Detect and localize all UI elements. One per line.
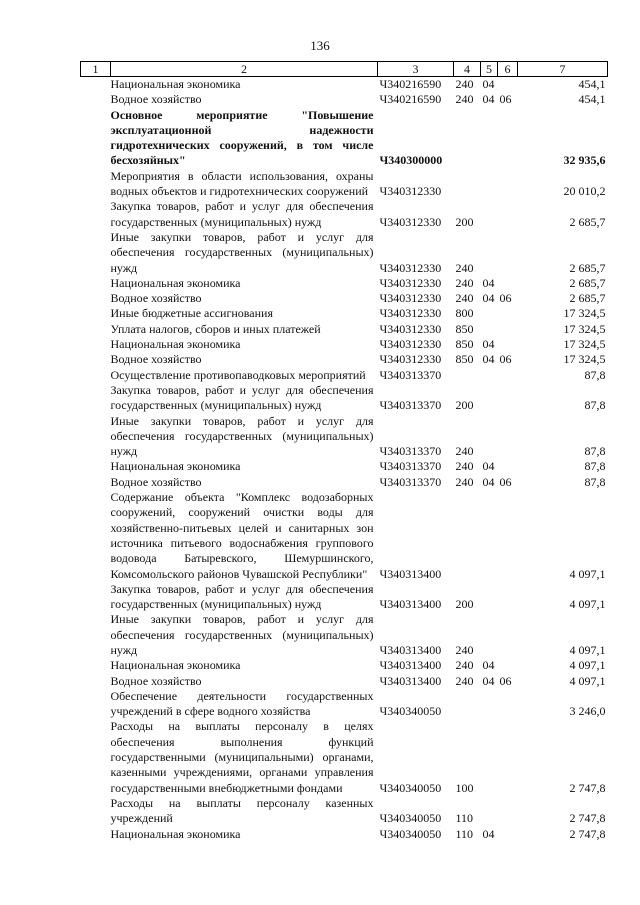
row-rz — [481, 169, 498, 200]
row-code: Ч340340050 — [379, 811, 442, 826]
column-header: 5 — [481, 62, 498, 77]
row-name: Национальная экономика — [110, 658, 241, 673]
row-vr — [454, 689, 481, 720]
blank-cell — [81, 108, 111, 169]
table-row — [81, 352, 608, 367]
row-pr — [498, 459, 518, 474]
row-pr — [498, 199, 518, 230]
row-name: Закупка товаров, работ и услуг для обеспечения государственных (муниципальных) нужд — [110, 382, 374, 413]
row-sum: 87,8 — [584, 474, 606, 489]
row-name: Национальная экономика — [110, 826, 241, 841]
row-name: Содержание объекта "Комплекс водозаборных сооружений, сооружений очистки воды для хозяйственно-питьевых целей и санитарных зон источника питьевого водоснабжения группового водовода Батыревского, Шемуршинского, Комсомольского районов Чувашской Республики" — [110, 490, 374, 581]
row-vr: 110 — [455, 811, 474, 826]
row-pr — [498, 719, 518, 795]
row-name: Расходы на выплаты персоналу казенных учреждений — [110, 795, 374, 826]
row-code: Ч340300000 — [379, 153, 443, 168]
row-pr — [498, 322, 518, 337]
row-code: Ч340312330 — [379, 306, 442, 321]
row-vr: 240 — [455, 275, 474, 290]
row-vr — [454, 490, 481, 582]
row-code: Ч340340050 — [379, 704, 442, 719]
row-sum: 17 324,5 — [563, 321, 606, 336]
row-code: Ч340312330 — [379, 275, 442, 290]
row-pr — [498, 582, 518, 613]
row-code: Ч340313400 — [379, 597, 442, 612]
row-sum: 4 097,1 — [569, 566, 606, 581]
row-rz — [481, 230, 498, 276]
row-rz — [481, 582, 498, 613]
row-name: Иные бюджетные ассигнования — [110, 306, 273, 321]
row-name: Иные закупки товаров, работ и услуг для обеспечения государственных (муниципальных) нужд — [110, 612, 374, 657]
row-code: Ч340216590 — [379, 92, 442, 107]
blank-cell — [81, 291, 111, 306]
blank-cell — [81, 719, 111, 795]
budget-table — [80, 61, 608, 842]
row-sum: 2 747,8 — [569, 780, 606, 795]
table-row — [81, 414, 608, 460]
row-rz: 04 — [482, 337, 495, 352]
row-rz — [481, 414, 498, 460]
row-pr — [498, 490, 518, 582]
row-name: Водное хозяйство — [110, 291, 202, 306]
row-vr — [454, 368, 481, 383]
row-sum: 17 324,5 — [563, 337, 606, 352]
blank-cell — [81, 658, 111, 673]
row-pr — [498, 77, 518, 93]
row-code: Ч340313400 — [379, 566, 442, 581]
row-sum: 2 685,7 — [569, 260, 606, 275]
row-pr — [498, 414, 518, 460]
table-row — [81, 368, 608, 383]
row-pr — [498, 230, 518, 276]
row-name: Уплата налогов, сборов и иных платежей — [110, 321, 321, 336]
row-sum: 454,1 — [578, 92, 606, 107]
row-rz — [481, 719, 498, 795]
row-vr: 850 — [455, 337, 474, 352]
row-vr: 240 — [455, 92, 474, 107]
table-row — [81, 337, 608, 352]
row-sum: 32 935,6 — [563, 153, 606, 168]
table-row — [81, 306, 608, 321]
row-sum: 2 747,8 — [569, 811, 606, 826]
table-row — [81, 169, 608, 200]
row-rz — [481, 306, 498, 321]
row-code: Ч340313370 — [379, 367, 442, 382]
row-name: Водное хозяйство — [110, 352, 202, 367]
row-rz: 04 — [482, 275, 495, 290]
row-vr: 240 — [455, 673, 474, 688]
row-vr: 850 — [455, 321, 474, 336]
table-row — [81, 322, 608, 337]
row-rz — [481, 612, 498, 658]
row-vr: 240 — [455, 291, 474, 306]
blank-cell — [81, 352, 111, 367]
row-rz: 04 — [482, 474, 495, 489]
row-rz — [481, 796, 498, 827]
row-rz — [481, 199, 498, 230]
row-sum: 87,8 — [584, 398, 606, 413]
row-rz — [481, 368, 498, 383]
column-header: 4 — [454, 62, 481, 77]
row-code: Ч340313400 — [379, 673, 442, 688]
row-sum: 2 685,7 — [569, 275, 606, 290]
row-rz: 04 — [482, 673, 495, 688]
row-name: Мероприятия в области использования, охраны водных объектов и гидротехнических сооружений — [110, 168, 374, 199]
table-row — [81, 92, 608, 107]
row-name: Осуществление противопаводковых мероприятий — [110, 367, 366, 382]
row-rz — [481, 108, 498, 169]
blank-cell — [81, 169, 111, 200]
row-sum: 17 324,5 — [563, 352, 606, 367]
row-vr: 100 — [455, 780, 474, 795]
table-row — [81, 230, 608, 276]
table-row — [81, 77, 608, 93]
page-number: 136 — [310, 38, 330, 53]
row-name: Закупка товаров, работ и услуг для обеспечения государственных (муниципальных) нужд — [110, 581, 374, 612]
row-name: Иные закупки товаров, работ и услуг для обеспечения государственных (муниципальных) нужд — [110, 413, 374, 459]
row-code: Ч340312330 — [379, 321, 442, 336]
row-name: Национальная экономика — [110, 337, 241, 352]
row-rz — [481, 322, 498, 337]
row-vr: 240 — [455, 459, 474, 474]
column-header: 3 — [378, 62, 454, 77]
blank-cell — [81, 674, 111, 689]
row-code: Ч340216590 — [379, 77, 442, 91]
row-name: Национальная экономика — [110, 275, 241, 290]
blank-cell — [81, 92, 111, 107]
row-vr: 850 — [455, 352, 474, 367]
row-sum: 2 685,7 — [569, 291, 606, 306]
blank-cell — [81, 383, 111, 414]
blank-cell — [81, 199, 111, 230]
row-name: Расходы на выплаты персоналу в целях обеспечения выполнения функций государственными (муниципальными) органами, казенными учреждениями, органами управления государственными внебюджетными фондами — [110, 719, 374, 795]
blank-cell — [81, 337, 111, 352]
row-sum: 87,8 — [584, 367, 606, 382]
row-name: Водное хозяйство — [110, 673, 202, 688]
column-header: 6 — [498, 62, 518, 77]
row-code: Ч340340050 — [379, 780, 442, 795]
table-row — [81, 582, 608, 613]
row-vr: 240 — [455, 444, 474, 459]
row-rz — [481, 490, 498, 582]
row-code: Ч340313400 — [379, 642, 442, 657]
row-sum: 17 324,5 — [563, 306, 606, 321]
row-rz: 04 — [482, 658, 495, 673]
table-row — [81, 827, 608, 842]
row-vr: 240 — [455, 642, 474, 657]
row-name: Закупка товаров, работ и услуг для обеспечения государственных (муниципальных) нужд — [110, 199, 374, 229]
row-pr — [498, 612, 518, 658]
row-sum: 87,8 — [584, 444, 606, 459]
row-vr: 200 — [455, 597, 474, 612]
row-sum: 87,8 — [584, 459, 606, 474]
table-row — [81, 383, 608, 414]
table-row — [81, 612, 608, 658]
row-sum: 20 010,2 — [563, 184, 606, 199]
row-pr: 06 — [499, 352, 512, 367]
table-row — [81, 459, 608, 474]
row-pr: 06 — [499, 291, 512, 306]
row-pr — [498, 276, 518, 291]
blank-cell — [81, 582, 111, 613]
row-pr — [498, 169, 518, 200]
row-pr — [498, 108, 518, 169]
row-vr: 240 — [455, 474, 474, 489]
row-vr — [454, 108, 481, 169]
row-code: Ч340313370 — [379, 459, 442, 474]
row-pr — [498, 337, 518, 352]
blank-cell — [81, 230, 111, 276]
row-vr — [454, 169, 481, 200]
blank-cell — [81, 414, 111, 460]
blank-cell — [81, 322, 111, 337]
row-code: Ч340313370 — [379, 474, 442, 489]
blank-cell — [81, 475, 111, 490]
row-rz: 04 — [482, 92, 495, 107]
column-header: 1 — [81, 62, 111, 77]
row-vr: 200 — [455, 214, 474, 229]
blank-cell — [81, 827, 111, 842]
row-name: Национальная экономика — [110, 459, 241, 474]
row-pr — [498, 796, 518, 827]
row-name: Водное хозяйство — [110, 92, 202, 107]
column-header: 7 — [518, 62, 608, 77]
blank-cell — [81, 77, 111, 93]
row-vr: 240 — [455, 260, 474, 275]
row-rz: 04 — [482, 459, 495, 474]
row-code: Ч340313400 — [379, 658, 442, 673]
row-vr: 240 — [455, 77, 474, 91]
table-row — [81, 674, 608, 689]
row-rz: 04 — [482, 352, 495, 367]
row-code: Ч340313370 — [379, 398, 442, 413]
table-row — [81, 719, 608, 795]
row-code: Ч340312330 — [379, 291, 442, 306]
row-code: Ч340313370 — [379, 444, 442, 459]
blank-cell — [81, 276, 111, 291]
row-pr — [498, 658, 518, 673]
row-code: Ч340312330 — [379, 260, 442, 275]
row-vr: 200 — [455, 398, 474, 413]
row-rz: 04 — [482, 77, 495, 91]
row-pr — [498, 368, 518, 383]
blank-cell — [81, 459, 111, 474]
table-row — [81, 658, 608, 673]
table-row — [81, 689, 608, 720]
blank-cell — [81, 612, 111, 658]
row-code: Ч340312330 — [379, 337, 442, 352]
row-name: Обеспечение деятельности государственных учреждений в сфере водного хозяйства — [110, 688, 374, 719]
row-rz: 04 — [482, 826, 495, 841]
row-pr — [498, 689, 518, 720]
row-sum: 454,1 — [578, 77, 606, 91]
row-sum: 4 097,1 — [569, 673, 606, 688]
row-code: Ч340340050 — [379, 826, 442, 841]
blank-cell — [81, 368, 111, 383]
blank-cell — [81, 689, 111, 720]
row-name: Основное мероприятие "Повышение эксплуатационной надежности гидротехнических сооружений, в том числе бесхозяйных" — [110, 107, 374, 168]
blank-cell — [81, 796, 111, 827]
blank-cell — [81, 490, 111, 582]
table-row — [81, 490, 608, 582]
row-name: Национальная экономика — [110, 77, 241, 91]
row-code: Ч340312330 — [379, 184, 442, 199]
row-sum: 3 246,0 — [569, 704, 606, 719]
row-pr: 06 — [499, 673, 512, 688]
row-code: Ч340312330 — [379, 352, 442, 367]
row-rz: 04 — [482, 291, 495, 306]
row-sum: 2 685,7 — [569, 214, 606, 229]
row-name: Водное хозяйство — [110, 474, 202, 489]
row-rz — [481, 383, 498, 414]
blank-cell — [81, 306, 111, 321]
row-vr: 110 — [455, 826, 474, 841]
row-pr: 06 — [499, 474, 512, 489]
table-row — [81, 291, 608, 306]
row-sum: 4 097,1 — [569, 597, 606, 612]
table-row — [81, 276, 608, 291]
row-sum: 2 747,8 — [569, 826, 606, 841]
row-name: Иные закупки товаров, работ и услуг для обеспечения государственных (муниципальных) нужд — [110, 229, 374, 275]
table-row — [81, 199, 608, 230]
row-rz — [481, 689, 498, 720]
table-row — [81, 796, 608, 827]
row-pr — [498, 306, 518, 321]
row-vr: 800 — [455, 306, 474, 321]
column-header: 2 — [111, 62, 378, 77]
row-sum: 4 097,1 — [569, 642, 606, 657]
row-pr: 06 — [499, 92, 512, 107]
table-row — [81, 108, 608, 169]
row-sum: 4 097,1 — [569, 658, 606, 673]
table-row — [81, 475, 608, 490]
row-pr — [498, 383, 518, 414]
row-vr: 240 — [455, 658, 474, 673]
row-pr — [498, 827, 518, 842]
row-code: Ч340312330 — [379, 214, 442, 229]
table-header-row — [81, 62, 608, 77]
